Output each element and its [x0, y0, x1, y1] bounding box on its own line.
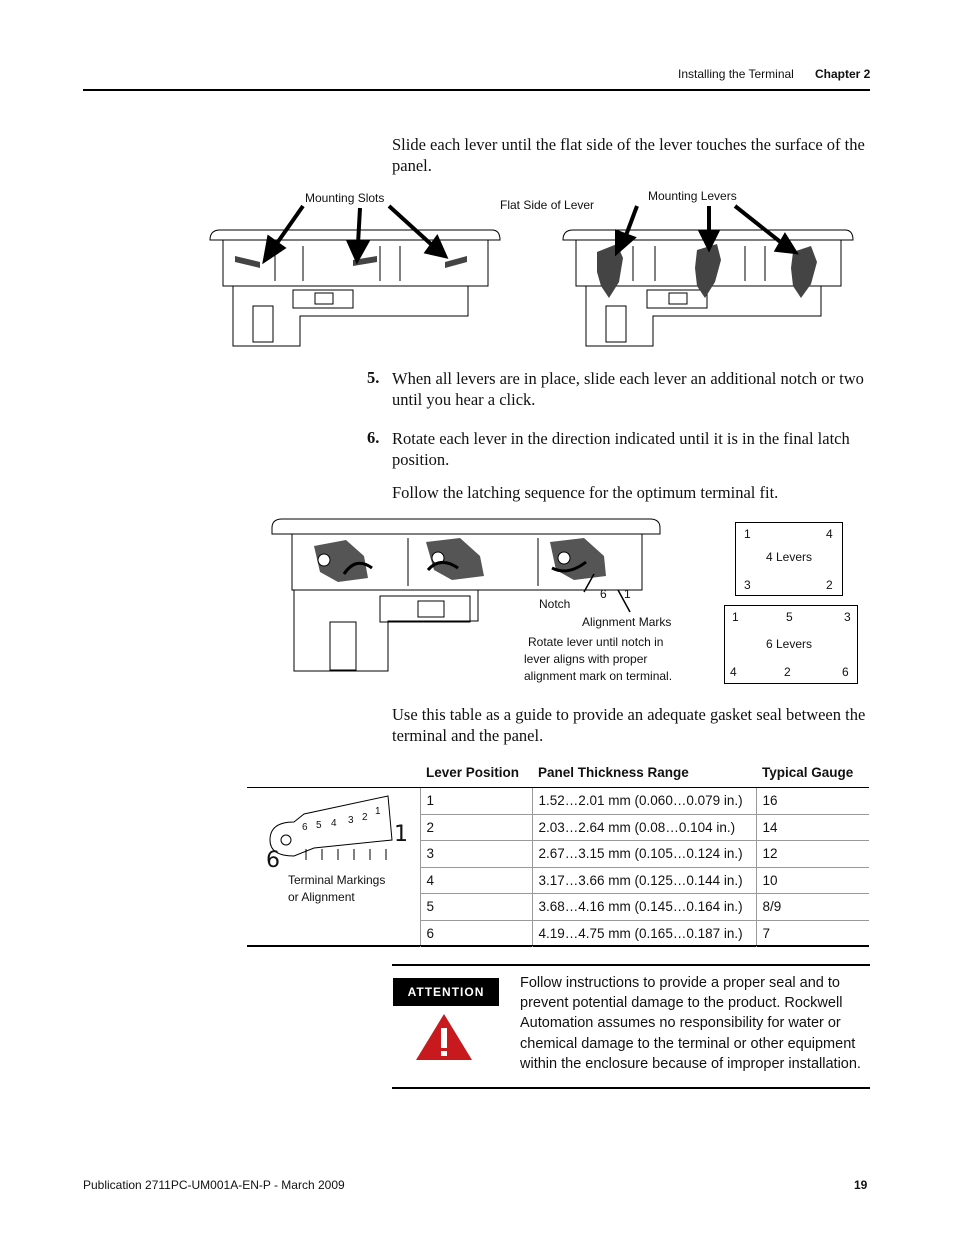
label-mounting-levers: Mounting Levers: [648, 189, 737, 203]
six-lever-1: 1: [732, 610, 739, 624]
thickness-cell: 1.52…2.01 mm (0.060…0.079 in.): [532, 788, 756, 815]
mark-6: 6: [600, 587, 607, 601]
footer-page-number: 19: [854, 1178, 868, 1192]
six-lever-5: 5: [786, 610, 793, 624]
four-lever-2: 2: [826, 578, 833, 592]
thickness-cell: 4.19…4.75 mm (0.165…0.187 in.): [532, 920, 756, 947]
four-lever-3: 3: [744, 578, 751, 592]
lever-position-cell: 6: [420, 920, 532, 947]
table-caption-line-1: Terminal Markings: [288, 873, 386, 887]
mark-1: 1: [624, 587, 631, 601]
lever-mark-5: 5: [316, 820, 322, 831]
attention-top-rule: [392, 964, 870, 966]
thickness-cell: 2.67…3.15 mm (0.105…0.124 in.): [532, 841, 756, 868]
six-lever-2: 2: [784, 665, 791, 679]
table-intro-text: Use this table as a guide to provide an adequate gasket seal between the terminal and the panel.: [392, 705, 866, 745]
step-5-number: 5.: [367, 368, 380, 387]
caption-line-3: alignment mark on terminal.: [524, 669, 673, 683]
label-flat-side: Flat Side of Lever: [500, 198, 595, 212]
lever-position-cell: 3: [420, 841, 532, 868]
thickness-cell: 3.68…4.16 mm (0.145…0.164 in.): [532, 894, 756, 921]
intro-text: Slide each lever until the flat side of the lever touches the surface of the panel.: [392, 135, 865, 175]
six-lever-3: 3: [844, 610, 851, 624]
six-levers-diagram: [724, 605, 858, 684]
gauge-cell: 8/9: [756, 894, 869, 921]
four-lever-4: 4: [826, 527, 833, 541]
gauge-cell: 12: [756, 841, 869, 868]
thickness-cell: 2.03…2.64 mm (0.08…0.104 in.): [532, 814, 756, 841]
header-typical-gauge: Typical Gauge: [756, 757, 869, 788]
big-mark-6: 6: [266, 848, 280, 873]
gauge-cell: 16: [756, 788, 869, 815]
lever-mark-4: 4: [331, 818, 337, 829]
four-lever-1: 1: [744, 527, 751, 541]
gauge-cell: 7: [756, 920, 869, 947]
gauge-cell: 14: [756, 814, 869, 841]
header-section: Installing the Terminal: [678, 67, 794, 81]
header-panel-thickness: Panel Thickness Range: [532, 757, 756, 788]
table-bottom-rule: [247, 945, 869, 946]
lever-position-cell: 4: [420, 867, 532, 894]
lever-position-cell: 2: [420, 814, 532, 841]
lever-position-cell: 1: [420, 788, 532, 815]
label-mounting-slots: Mounting Slots: [305, 191, 385, 205]
step-6-text: Rotate each lever in the direction indicated until it is in the final latch position.: [392, 429, 850, 469]
header-rule: [83, 89, 870, 91]
header-chapter: Chapter 2: [815, 67, 871, 81]
step-5-text: When all levers are in place, slide each lever an additional notch or two until you hear a click.: [392, 369, 864, 409]
attention-text: Follow instructions to provide a proper seal and to prevent potential damage to the product. Rockwell Automation assumes no responsibility for water or chemical damage to the terminal or other equipment within the enclosure because of improper installation.: [520, 975, 861, 1072]
follow-text: Follow the latching sequence for the optimum terminal fit.: [392, 483, 779, 502]
header-lever-position: Lever Position: [420, 757, 532, 788]
six-lever-6: 6: [842, 665, 849, 679]
lever-marking-illustration: [264, 794, 414, 874]
step-6-number: 6.: [367, 428, 380, 447]
six-lever-4: 4: [730, 665, 737, 679]
four-levers-diagram: [735, 522, 843, 596]
caption-line-1: Rotate lever until notch in: [528, 635, 664, 649]
six-levers-title: 6 Levers: [766, 637, 813, 651]
caption-line-2: lever aligns with proper: [524, 652, 648, 666]
header-blank: [247, 757, 420, 788]
lever-mark-1: 1: [375, 806, 381, 817]
lever-position-cell: 5: [420, 894, 532, 921]
big-mark-1: 1: [394, 822, 408, 847]
table-header-row: [247, 757, 869, 788]
label-alignment-marks: Alignment Marks: [582, 615, 672, 629]
lever-mark-6: 6: [302, 822, 308, 833]
warning-icon: [414, 1012, 474, 1062]
attention-bottom-rule: [392, 1087, 870, 1089]
attention-badge: ATTENTION: [393, 978, 499, 1006]
four-levers-title: 4 Levers: [766, 550, 813, 564]
footer-publication: Publication 2711PC-UM001A-EN-P - March 2009: [83, 1178, 345, 1192]
table-caption-line-2: or Alignment: [288, 890, 355, 904]
gauge-cell: 10: [756, 867, 869, 894]
lever-mark-2: 2: [362, 812, 368, 823]
label-notch: Notch: [539, 597, 571, 611]
lever-mark-3: 3: [348, 815, 354, 826]
thickness-cell: 3.17…3.66 mm (0.125…0.144 in.): [532, 867, 756, 894]
